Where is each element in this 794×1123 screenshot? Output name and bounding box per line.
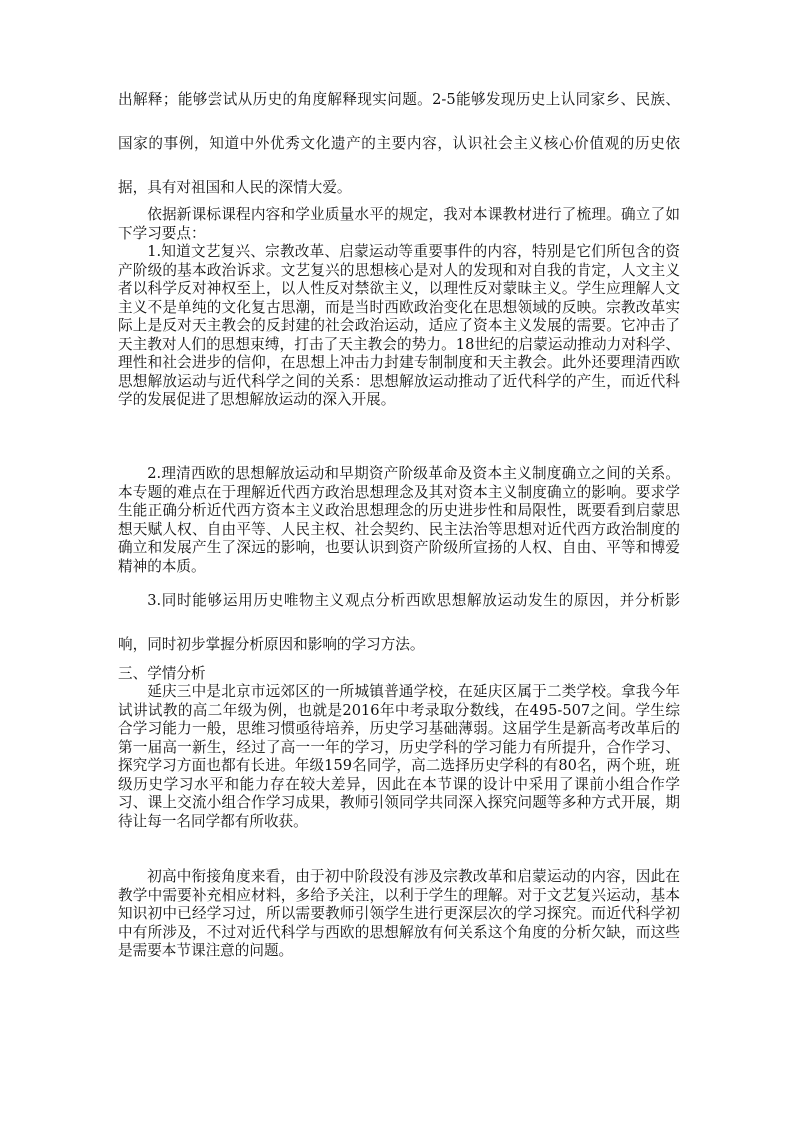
paragraph-history-interpretation: 出解释；能够尝试从历史的角度解释现实问题。2-5能够发现历史上认同家乡、民族、国家的事例，知道中外优秀文化遗产的主要内容，认识社会主义核心价值观的历史依据，具有对祖国和人民的深情大爱。 (118, 91, 680, 196)
paragraph-key-point-3: 3.同时能够运用历史唯物主义观点分析西欧思想解放运动发生的原因，并分析影响，同时初步掌握分析原因和影响的学习方法。 (118, 592, 680, 653)
paragraph-key-point-2: 2.理清西欧的思想解放运动和早期资产阶级革命及资本主义制度确立之间的关系。本专题的难点在于理解近代西方政治思想理念及其对资本主义制度确立的影响。要求学生能正确分析近代西方资本主义政治思想理念的历史进步性和局限性，既要看到启蒙思想天赋人权、自由平等、人民主权、社会契约、民主法治等思想对近代西方政治制度的确立和发展产生了深远的影响，也要认识到资产阶级所宣扬的人权、自由、平等和博爱精神的本质。 (118, 465, 680, 575)
paragraph-student-situation: 延庆三中是北京市远郊区的一所城镇普通学校，在延庆区属于二类学校。拿我今年试讲试教的高二年级为例，也就是2016年中考录取分数线，在495-507之间。学生综合学习能力一般，思维习惯亟待培养，历史学习基础薄弱。这届学生是新高考改革后的第一届高一新生，经过了高一一年的学习，历史学科的学习能力有所提升，合作学习、探究学习方面也都有长进。年级159名同学，高二选择历史学科的有80名，两个班，班级历史学习水平和能力存在较大差异，因此在本节课的设计中采用了课前小组合作学习、课上交流小组合作学习成果，教师引领同学共同深入探究问题等多种方式开展，期待让每一名同学都有所收获。 (118, 683, 680, 830)
paragraph-curriculum-basis: 依据新课标课程内容和学业质量水平的规定，我对本课教材进行了梳理。确立了如下学习要点： (118, 206, 680, 242)
section-heading-student-analysis: 三、学情分析 (118, 665, 206, 682)
paragraph-junior-senior-connection: 初高中衔接角度来看，由于初中阶段没有涉及宗教改革和启蒙运动的内容，因此在教学中需要补充相应材料，多给予关注，以利于学生的理解。对于文艺复兴运动，基本知识初中已经学习过，所以需要教师引领学生进行更深层次的学习探究。而近代科学初中有所涉及，不过对近代科学与西欧的思想解放有何关系这个角度的分析欠缺，而这些是需要本节课注意的问题。 (118, 868, 680, 959)
paragraph-key-point-1: 1.知道文艺复兴、宗教改革、启蒙运动等重要事件的内容，特别是它们所包含的资产阶级的基本政治诉求。文艺复兴的思想核心是对人的发现和对自我的肯定，人文主义者以科学反对神权至上，以人性反对禁欲主义，以理性反对蒙昧主义。学生应理解人文主义不是单纯的文化复古思潮，而是当时西欧政治变化在思想领域的反映。宗教改革实际上是反对天主教会的反封建的社会政治运动，适应了资本主义发展的需要。它冲击了天主教对人们的思想束缚，打击了天主教会的势力。18世纪的启蒙运动推动力对科学、理性和社会进步的信仰，在思想上冲击力封建专制制度和天主教会。此外还要理清西欧思想解放运动与近代科学之间的关系：思想解放运动推动了近代科学的产生，而近代科学的发展促进了思想解放运动的深入开展。 (118, 243, 680, 408)
